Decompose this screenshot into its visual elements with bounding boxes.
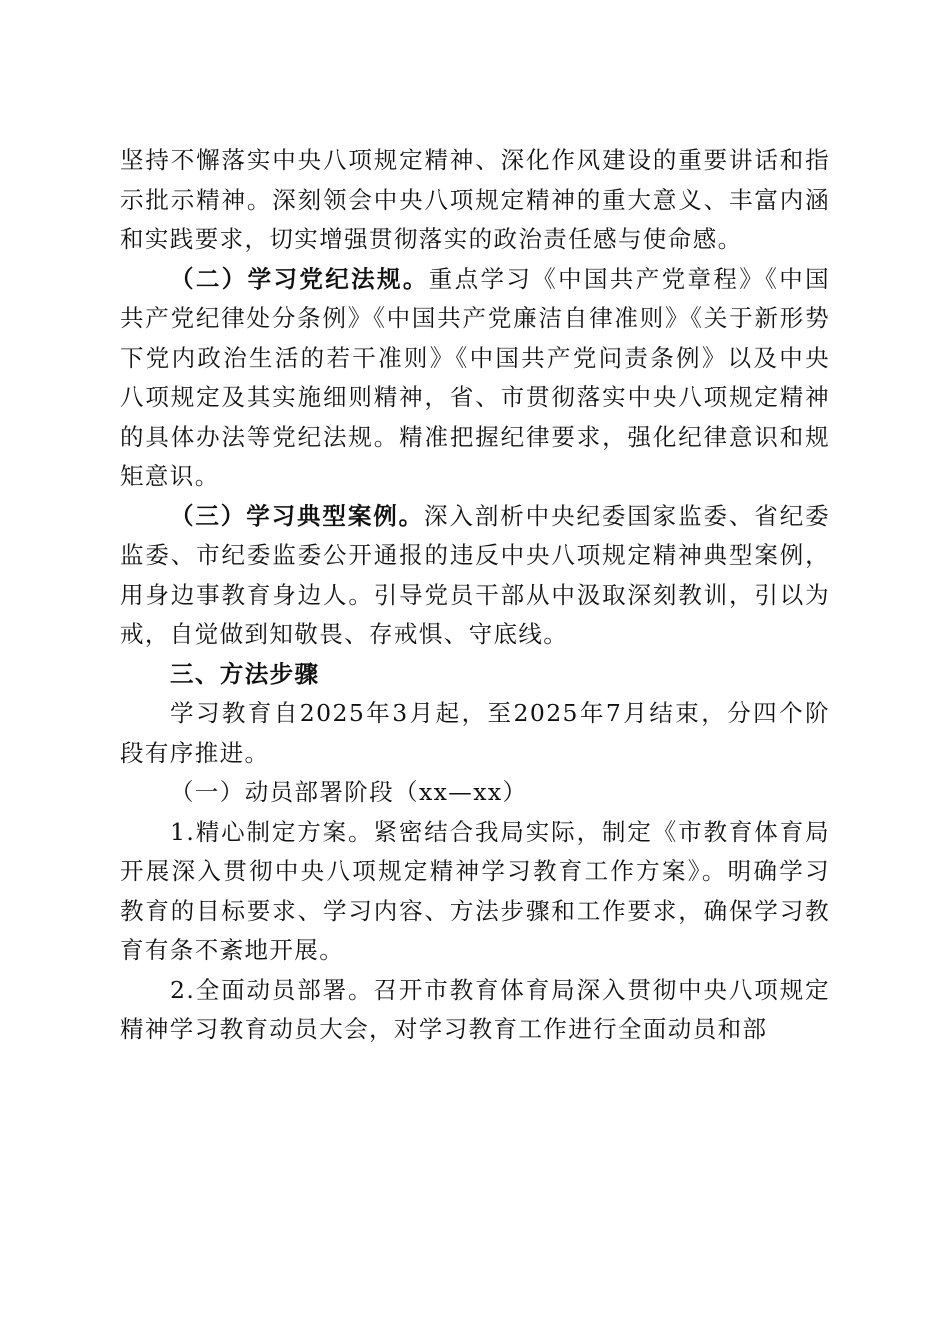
document-body: [120, 141, 830, 1050]
stage-heading-mobilization: （一）动员部署阶段（xx—xx）: [170, 778, 528, 806]
paragraph-typical-cases-body: 深入剖析中央纪委国家监委、省纪委监委、市纪委监委公开通报的违反中央八项规定精神典型案例，用身边事教育身边人。引导党员干部从中汲取深刻教训，引以为戒，自觉做到知敬畏、存戒惧、守底线。: [120, 501, 831, 648]
subheading-party-discipline: （二）学习党纪法规。: [170, 264, 429, 293]
subheading-typical-cases: （三）学习典型案例。: [170, 501, 425, 530]
section-heading-methods: 三、方法步骤: [170, 659, 320, 688]
paragraph-schedule: 学习教育自2025年3月起，至2025年7月结束，分四个阶段有序推进。: [120, 699, 830, 767]
paragraph-speech-spirit: 坚持不懈落实中央八项规定精神、深化作风建设的重要讲话和指示批示精神。深刻领会中央八项规定精神的重大意义、丰富内涵和实践要求，切实增强贯彻落实的政治责任感与使命感。: [120, 146, 830, 253]
paragraph-party-discipline-body: 重点学习《中国共产党章程》《中国共产党纪律处分条例》《中国共产党廉洁自律准则》《关于新形势下党内政治生活的若干准则》《中国共产党问责条例》以及中央八项规定及其实施细则精神，省、市贯彻落实中央八项规定精神的具体办法等党纪法规。精准把握纪律要求，强化纪律意识和规矩意识。: [120, 264, 831, 490]
paragraph-party-discipline: [120, 260, 830, 497]
paragraph-typical-cases: [120, 497, 830, 655]
list-item-plan: 1.精心制定方案。紧密结合我局实际，制定《市教育体育局开展深入贯彻中央八项规定精神学习教育工作方案》。明确学习教育的目标要求、学习内容、方法步骤和工作要求，确保学习教育有条不紊地开展。: [120, 817, 830, 964]
list-item-mobilize: 2.全面动员部署。召开市教育体育局深入贯彻中央八项规定精神学习教育动员大会，对学习教育工作进行全面动员和部: [120, 975, 830, 1043]
